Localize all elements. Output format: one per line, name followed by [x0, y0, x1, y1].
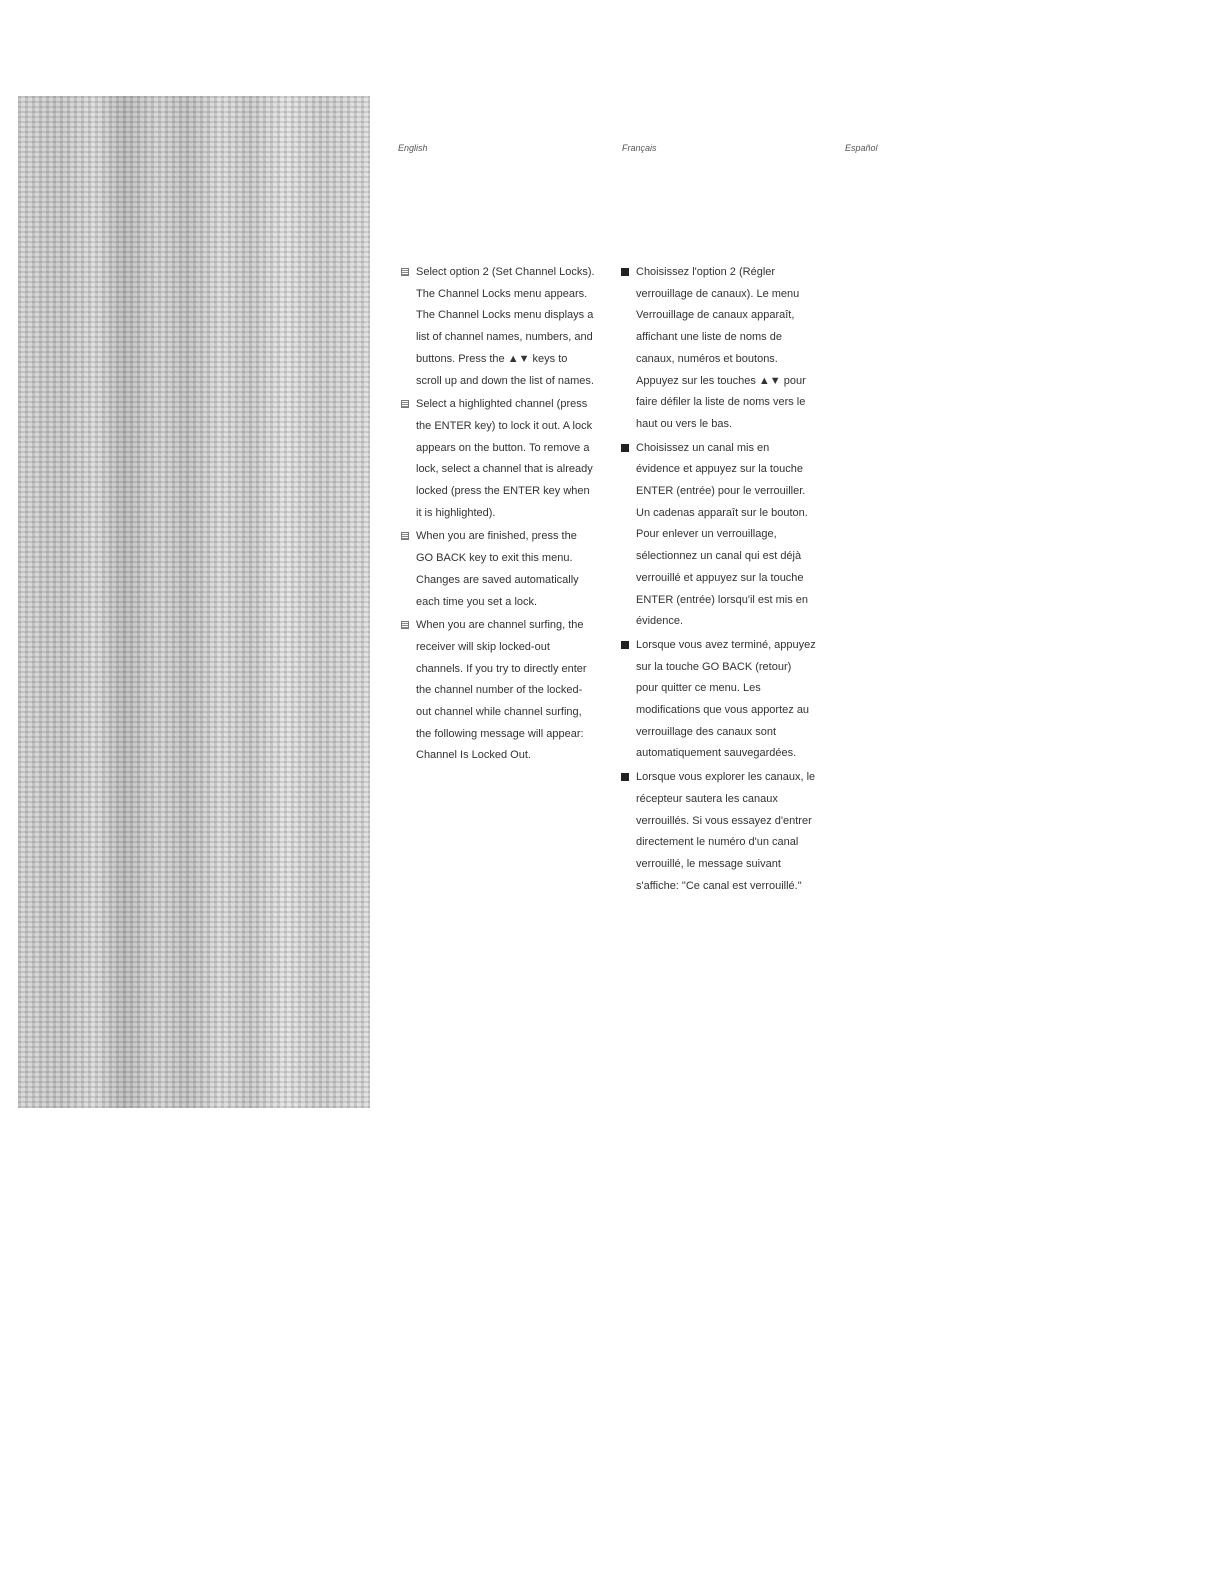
language-label-french: Français [622, 143, 657, 153]
english-step-2 [400, 394, 596, 524]
french-step-text: Lorsque vous explorer les canaux, le récepteur sautera les canaux verrouillés. Si vous essayez d'entrer directement le numéro d'un canal verrouillé, le message suivant s'affiche: "Ce canal est verrouillé." [636, 771, 816, 892]
english-step-text: When you are channel surfing, the receiver will skip locked-out channels. If you try to directly enter the channel number of the locked-out channel while channel surfing, the following message will appear: Channel Is Locked Out. [416, 619, 587, 762]
english-instructions [400, 262, 596, 767]
french-step-text: Choisissez un canal mis en évidence et appuyez sur la touche ENTER (entrée) pour le verrouiller. Un cadenas apparaît sur le bouton. Pour enlever un verrouillage, sélectionnez un canal qui est déjà verrouillé et appuyez sur la touche ENTER (entrée) lorsqu'il est mis en évidence. [636, 441, 809, 628]
french-step-1 [620, 262, 816, 436]
english-step-text: Select a highlighted channel (press the ENTER key) to lock it out. A lock appears on the button. To remove a lock, select a channel that is already locked (press the ENTER key when it is highlighted). [416, 398, 593, 519]
french-step-3 [620, 635, 816, 765]
step-bullet-icon [401, 621, 409, 629]
step-bullet-icon [621, 268, 629, 276]
step-bullet-icon [401, 268, 409, 276]
language-label-spanish: Español [845, 143, 878, 153]
french-step-2 [620, 438, 816, 633]
english-step-1 [400, 262, 596, 392]
step-bullet-icon [621, 444, 629, 452]
french-step-4 [620, 767, 816, 897]
french-step-text: Lorsque vous avez terminé, appuyez sur la touche GO BACK (retour) pour quitter ce menu. Les modifications que vous apportez au verrouillage des canaux sont automatiquement sauvegardées. [636, 638, 816, 760]
decorative-photo-strip [18, 96, 370, 1108]
english-step-3 [400, 526, 596, 613]
french-step-text: Choisissez l'option 2 (Régler verrouillage de canaux). Le menu Verrouillage de canaux apparaît, affichant une liste de noms de canaux, numéros et boutons. Appuyez sur les touches ▲▼ pour faire défiler la liste de noms vers le haut ou vers le bas. [636, 266, 806, 430]
language-label-english: English [398, 143, 428, 153]
french-instructions [620, 262, 816, 897]
step-bullet-icon [401, 532, 409, 540]
step-bullet-icon [621, 773, 629, 781]
step-bullet-icon [621, 641, 629, 649]
english-step-text: When you are finished, press the GO BACK key to exit this menu. Changes are saved automatically each time you set a lock. [416, 530, 579, 608]
english-step-4 [400, 615, 596, 767]
step-bullet-icon [401, 400, 409, 408]
english-step-text: Select option 2 (Set Channel Locks). The Channel Locks menu appears. The Channel Locks menu displays a list of channel names, numbers, and buttons. Press the ▲▼ keys to scroll up and down the list of names. [416, 266, 595, 387]
